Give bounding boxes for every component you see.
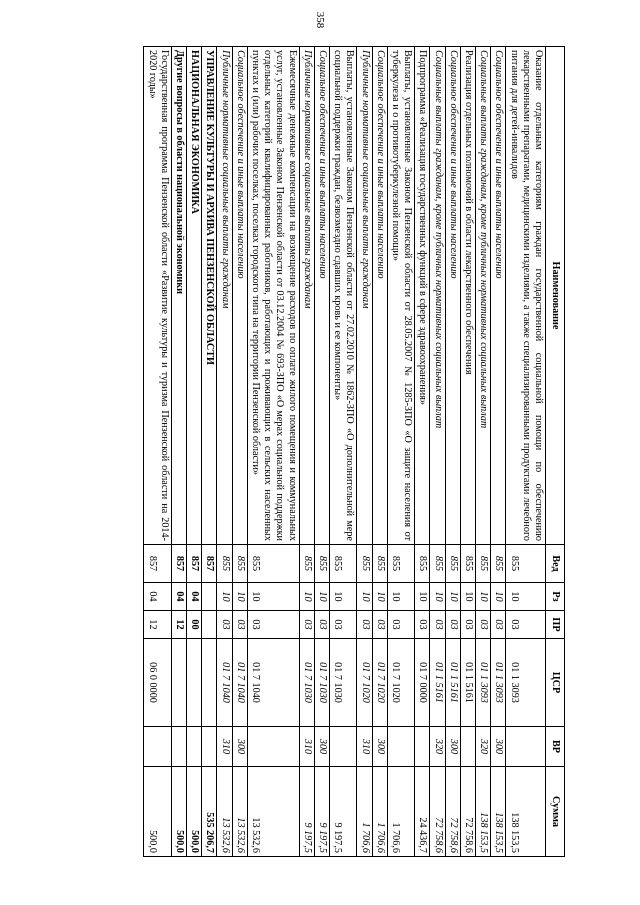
cell-pr: 03 <box>506 611 546 639</box>
cell-rz: 10 <box>232 583 247 611</box>
table-header-row <box>546 47 565 857</box>
cell-vr: 310 <box>217 727 232 767</box>
cell-pr: 00 <box>186 611 201 639</box>
table-row <box>357 47 372 857</box>
cell-name: Социальное обеспечение и иные выплаты населению <box>445 47 460 545</box>
cell-ved: 855 <box>460 545 475 583</box>
cell-csr: 01 7 1040 <box>217 639 232 727</box>
cell-vr: 300 <box>491 727 506 767</box>
cell-name: Выплаты, установленные Законом Пензенской области от 28.05.2007 № 1285-ЗПО «О защите населения от туберкулеза и о противотуберкулезной помощи» <box>387 47 414 545</box>
cell-csr <box>186 639 201 727</box>
cell-name: Социальное обеспечение и иные выплаты населению <box>372 47 387 545</box>
cell-vr <box>247 727 299 767</box>
cell-sum: 1 706,6 <box>372 767 387 857</box>
cell-pr: 03 <box>372 611 387 639</box>
cell-vr <box>186 727 201 767</box>
cell-pr: 03 <box>217 611 232 639</box>
cell-rz: 04 <box>144 583 171 611</box>
cell-ved: 857 <box>144 545 171 583</box>
cell-name: Социальные выплаты гражданам, кроме публичных нормативных социальных выплат <box>430 47 445 545</box>
cell-ved: 855 <box>247 545 299 583</box>
cell-rz: 10 <box>357 583 372 611</box>
cell-sum: 535 206,7 <box>202 767 217 857</box>
cell-pr: 03 <box>299 611 314 639</box>
table-row <box>202 47 217 857</box>
cell-pr: 03 <box>232 611 247 639</box>
cell-ved: 857 <box>171 545 186 583</box>
cell-vr <box>329 727 356 767</box>
cell-ved: 855 <box>357 545 372 583</box>
cell-rz: 10 <box>372 583 387 611</box>
cell-rz <box>202 583 217 611</box>
cell-csr: 01 1 3093 <box>506 639 546 727</box>
cell-vr <box>387 727 414 767</box>
cell-pr: 03 <box>357 611 372 639</box>
cell-sum: 500,0 <box>186 767 201 857</box>
table-row <box>415 47 430 857</box>
cell-rz: 10 <box>387 583 414 611</box>
cell-csr: 06 0 0000 <box>144 639 171 727</box>
header-ved: Вед <box>546 545 565 583</box>
cell-rz: 10 <box>430 583 445 611</box>
cell-sum: 24 436,7 <box>415 767 430 857</box>
cell-vr: 320 <box>430 727 445 767</box>
cell-sum: 72 758,6 <box>445 767 460 857</box>
cell-rz: 10 <box>506 583 546 611</box>
cell-name: Социальное обеспечение и иные выплаты населению <box>314 47 329 545</box>
cell-vr <box>506 727 546 767</box>
cell-csr: 01 7 1020 <box>357 639 372 727</box>
cell-vr <box>460 727 475 767</box>
table-row <box>217 47 232 857</box>
header-pr: ПР <box>546 611 565 639</box>
table-row <box>475 47 490 857</box>
rotated-page <box>85 46 565 856</box>
cell-rz: 10 <box>460 583 475 611</box>
cell-vr: 310 <box>357 727 372 767</box>
cell-pr: 03 <box>430 611 445 639</box>
header-rz: Рз <box>546 583 565 611</box>
table-row <box>232 47 247 857</box>
cell-csr: 01 1 3093 <box>475 639 490 727</box>
cell-ved: 855 <box>329 545 356 583</box>
table-row <box>372 47 387 857</box>
cell-pr: 12 <box>144 611 171 639</box>
table-row <box>171 47 186 857</box>
cell-vr: 300 <box>232 727 247 767</box>
table-row <box>506 47 546 857</box>
cell-sum: 1 706,6 <box>387 767 414 857</box>
cell-rz: 10 <box>475 583 490 611</box>
cell-ved: 855 <box>387 545 414 583</box>
cell-sum: 9 197,5 <box>299 767 314 857</box>
cell-rz: 10 <box>491 583 506 611</box>
cell-vr: 310 <box>299 727 314 767</box>
cell-vr: 300 <box>314 727 329 767</box>
cell-pr: 03 <box>460 611 475 639</box>
cell-csr: 01 1 5161 <box>430 639 445 727</box>
cell-sum: 9 197,5 <box>329 767 356 857</box>
cell-rz: 04 <box>171 583 186 611</box>
cell-csr: 01 7 1020 <box>372 639 387 727</box>
cell-pr: 03 <box>491 611 506 639</box>
cell-vr <box>171 727 186 767</box>
cell-ved: 855 <box>445 545 460 583</box>
cell-ved: 855 <box>314 545 329 583</box>
table-row <box>387 47 414 857</box>
cell-ved: 855 <box>430 545 445 583</box>
cell-vr <box>202 727 217 767</box>
table-body <box>144 47 546 857</box>
cell-vr <box>415 727 430 767</box>
header-csr: ЦСР <box>546 639 565 727</box>
cell-sum: 1 706,6 <box>357 767 372 857</box>
cell-csr: 01 7 0000 <box>415 639 430 727</box>
table-row <box>247 47 299 857</box>
cell-rz: 10 <box>415 583 430 611</box>
cell-pr <box>202 611 217 639</box>
cell-name: Публичные нормативные социальные выплаты гражданам <box>357 47 372 545</box>
cell-sum: 500,0 <box>171 767 186 857</box>
cell-name: Публичные нормативные социальные выплаты гражданам <box>217 47 232 545</box>
cell-ved: 857 <box>186 545 201 583</box>
cell-csr: 01 1 3093 <box>491 639 506 727</box>
cell-rz: 10 <box>314 583 329 611</box>
cell-vr: 300 <box>445 727 460 767</box>
cell-sum: 500,0 <box>144 767 171 857</box>
cell-sum: 138 153,5 <box>491 767 506 857</box>
table-row <box>314 47 329 857</box>
cell-vr: 320 <box>475 727 490 767</box>
cell-csr: 01 7 1030 <box>314 639 329 727</box>
cell-csr <box>202 639 217 727</box>
cell-rz: 04 <box>186 583 201 611</box>
cell-ved: 855 <box>217 545 232 583</box>
cell-name: Государственная программа Пензенской области «Развитие культуры и туризма Пензенской области на 2014-2020 годы» <box>144 47 171 545</box>
cell-name: Выплаты, установленные Законом Пензенской области от 27.02.2010 № 1862-ЗПО «О дополнительной мере социальной поддержки граждан, безвозмездно сдавших кровь и ее компоненты» <box>329 47 356 545</box>
header-name: Наименование <box>546 47 565 545</box>
cell-sum: 72 758,6 <box>460 767 475 857</box>
cell-ved: 855 <box>415 545 430 583</box>
cell-csr: 01 7 1030 <box>329 639 356 727</box>
cell-pr: 03 <box>445 611 460 639</box>
cell-sum: 13 532,6 <box>232 767 247 857</box>
cell-name: Оказание отдельным категориям граждан государственной социальной помощи по обеспечению лекарственными препаратами, медицинскими изделиями, а также специализированными продуктами лечебного питания для детей-инвалидов <box>506 47 546 545</box>
cell-csr: 01 7 1020 <box>387 639 414 727</box>
cell-name: Подпрограмма «Реализация государственных функций в сфере здравоохранения» <box>415 47 430 545</box>
cell-name: НАЦИОНАЛЬНАЯ ЭКОНОМИКА <box>186 47 201 545</box>
cell-csr <box>171 639 186 727</box>
page-number: 358 <box>314 11 326 29</box>
table-row <box>299 47 314 857</box>
cell-vr: 300 <box>372 727 387 767</box>
cell-ved: 855 <box>506 545 546 583</box>
cell-name: Социальное обеспечение и иные выплаты населению <box>232 47 247 545</box>
header-vr: ВР <box>546 727 565 767</box>
cell-name: Ежемесячные денежные компенсации на возмещение расходов по оплате жилого помещения и коммунальных услуг, установленные Законом Пензенской области от 03.12.2004 № 693-ЗПО «О мерах социальной поддержки отдельных категорий квалифицированных работников, работающих и проживающих в сельских населенных пунктах и (или) рабочих поселках, поселках городского типа на территории Пензенской области» <box>247 47 299 545</box>
cell-vr <box>144 727 171 767</box>
cell-pr: 03 <box>329 611 356 639</box>
cell-sum: 138 153,5 <box>506 767 546 857</box>
cell-pr: 03 <box>314 611 329 639</box>
cell-sum: 138 153,5 <box>475 767 490 857</box>
cell-name: УПРАВЛЕНИЕ КУЛЬТУРЫ И АРХИВА ПЕНЗЕНСКОЙ ОБЛАСТИ <box>202 47 217 545</box>
cell-sum: 9 197,5 <box>314 767 329 857</box>
cell-csr: 01 7 1030 <box>299 639 314 727</box>
cell-rz: 10 <box>217 583 232 611</box>
table-row <box>144 47 171 857</box>
cell-rz: 10 <box>445 583 460 611</box>
cell-pr: 03 <box>415 611 430 639</box>
cell-name: Реализация отдельных полномочий в области лекарственного обеспечения <box>460 47 475 545</box>
cell-csr: 01 1 5161 <box>460 639 475 727</box>
cell-pr: 03 <box>475 611 490 639</box>
cell-csr: 01 1 5161 <box>445 639 460 727</box>
table-row <box>430 47 445 857</box>
cell-pr: 12 <box>171 611 186 639</box>
table-row <box>491 47 506 857</box>
table-row <box>186 47 201 857</box>
cell-name: Социальные выплаты гражданам, кроме публичных нормативных социальных выплат <box>475 47 490 545</box>
cell-name: Другие вопросы в области национальной экономики <box>171 47 186 545</box>
cell-sum: 13 532,6 <box>217 767 232 857</box>
cell-rz: 10 <box>247 583 299 611</box>
cell-pr: 03 <box>387 611 414 639</box>
cell-name: Социальное обеспечение и иные выплаты населению <box>491 47 506 545</box>
cell-ved: 855 <box>299 545 314 583</box>
table-row <box>460 47 475 857</box>
cell-ved: 857 <box>202 545 217 583</box>
cell-ved: 855 <box>372 545 387 583</box>
cell-ved: 855 <box>491 545 506 583</box>
cell-sum: 72 758,6 <box>430 767 445 857</box>
budget-table <box>143 46 565 857</box>
table-row <box>445 47 460 857</box>
cell-sum: 13 532,6 <box>247 767 299 857</box>
cell-csr: 01 7 1040 <box>247 639 299 727</box>
header-sum: Сумма <box>546 767 565 857</box>
table-row <box>329 47 356 857</box>
cell-name: Публичные нормативные социальные выплаты гражданам <box>299 47 314 545</box>
cell-rz: 10 <box>329 583 356 611</box>
cell-pr: 03 <box>247 611 299 639</box>
cell-rz: 10 <box>299 583 314 611</box>
cell-ved: 855 <box>232 545 247 583</box>
cell-csr: 01 7 1040 <box>232 639 247 727</box>
cell-ved: 855 <box>475 545 490 583</box>
